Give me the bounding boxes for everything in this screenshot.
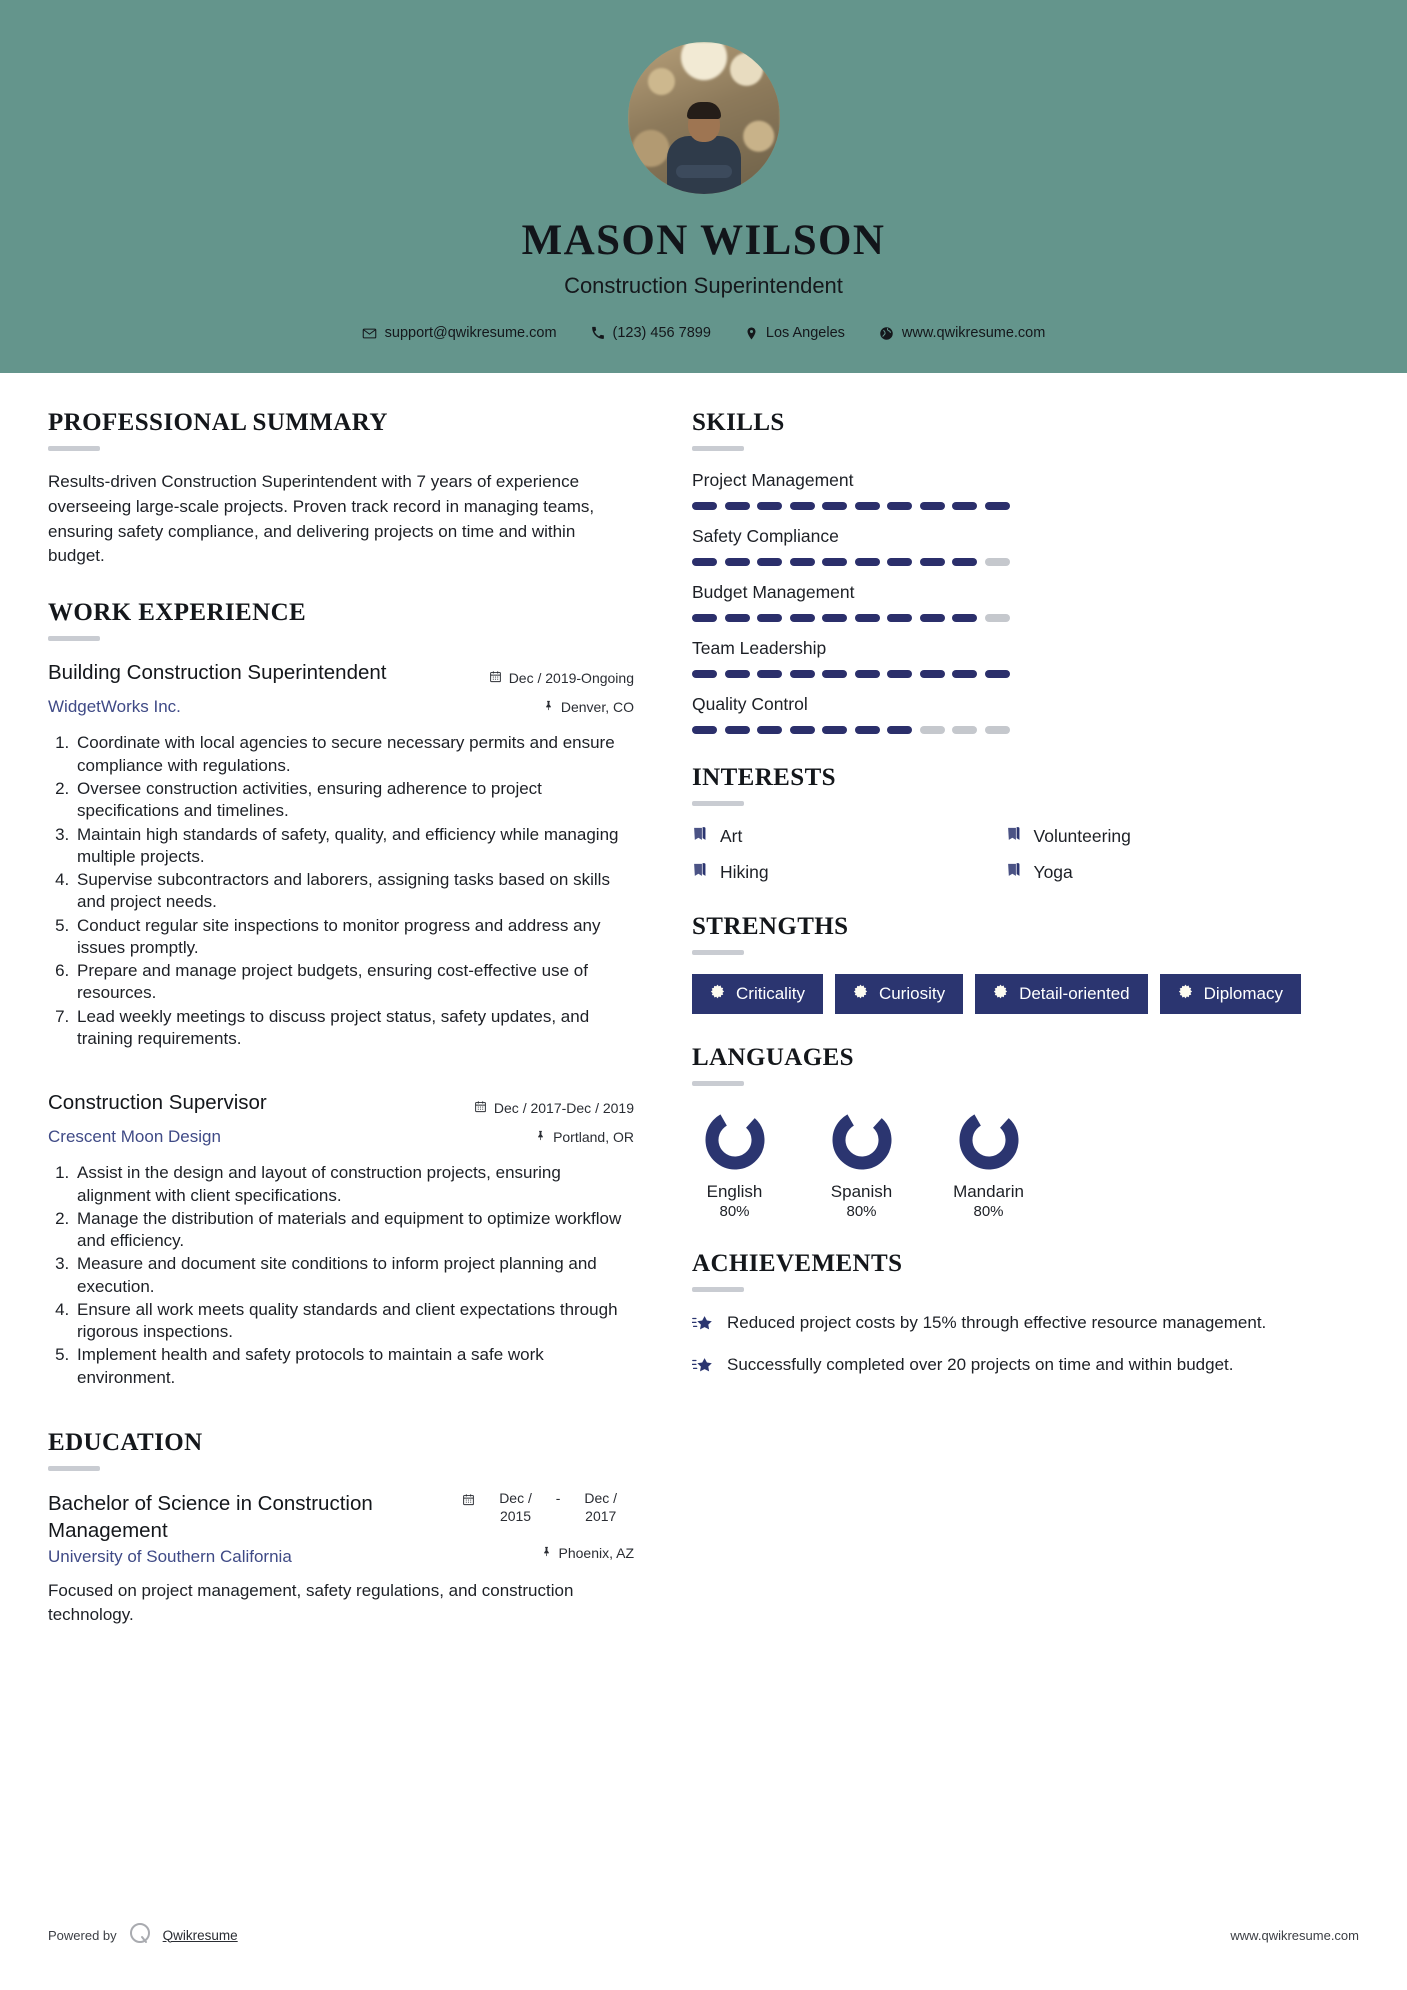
skill-segment	[985, 614, 1010, 622]
interest-item	[692, 825, 996, 847]
skill-segment	[725, 614, 750, 622]
skill-segment	[855, 670, 880, 678]
book-icon	[1006, 861, 1023, 883]
skill-segment	[920, 502, 945, 510]
education-date-start: Dec / 2015	[499, 1490, 532, 1524]
education-item-main	[48, 1490, 462, 1567]
skills-heading: SKILLS	[692, 409, 785, 436]
skill-segment	[725, 558, 750, 566]
strength-chip	[1160, 974, 1301, 1014]
skill-segment	[985, 726, 1010, 734]
work-location	[543, 694, 634, 721]
work-item	[48, 1090, 634, 1389]
summary-text: Results-driven Construction Superintendent with 7 years of experience overseeing large-scale projects. Proven track record in managing teams, ensuring safety compliance, and delivering projects on time and within budget.	[48, 472, 595, 566]
phone-icon	[591, 326, 605, 340]
interests-grid	[692, 825, 1309, 883]
contact-phone[interactable]	[574, 325, 728, 341]
skill-segment	[985, 670, 1010, 678]
work-location-text: Denver, CO	[560, 698, 634, 715]
skill-item	[692, 694, 1309, 734]
skill-item	[692, 582, 1309, 622]
contact-row	[0, 325, 1407, 341]
skill-rating	[692, 502, 1309, 510]
education-description: Focused on project management, safety regulations, and construction technology.	[48, 1581, 574, 1624]
work-duty: 1. Coordinate with local agencies to secure necessary permits and ensure compliance with regulations.	[74, 732, 634, 777]
book-icon	[692, 861, 709, 883]
work-heading: WORK EXPERIENCE	[48, 599, 307, 627]
footer-url: www.qwikresume.com	[1230, 1927, 1359, 1943]
section-languages	[692, 1044, 1309, 1220]
work-item	[48, 660, 634, 1050]
skill-segment	[692, 502, 717, 510]
work-role: Construction Supervisor	[48, 1091, 267, 1115]
language-percent: 80%	[846, 1203, 877, 1220]
skill-item	[692, 638, 1309, 678]
strength-label: Criticality	[736, 984, 805, 1003]
contact-website-text: www.qwikresume.com	[901, 325, 1046, 341]
skill-name: Team Leadership	[692, 638, 827, 658]
section-rule	[692, 1287, 744, 1292]
work-duty: 3. Measure and document site conditions to inform project planning and execution.	[74, 1253, 634, 1298]
achievement-text: Successfully completed over 20 projects on time and within budget.	[727, 1355, 1234, 1374]
skill-segment	[952, 558, 977, 566]
right-column	[664, 409, 1309, 1657]
language-name: Spanish	[830, 1182, 893, 1201]
skill-name: Project Management	[692, 470, 854, 490]
summary-heading: PROFESSIONAL SUMMARY	[48, 409, 388, 436]
education-dates	[462, 1490, 634, 1525]
strength-chip	[835, 974, 963, 1014]
map-pin-icon	[745, 326, 758, 341]
skill-segment	[757, 614, 782, 622]
burst-icon	[853, 984, 868, 1004]
work-dates-text: Dec / 2017-Dec / 2019	[493, 1100, 634, 1117]
language-ring	[958, 1158, 1020, 1175]
work-company: Crescent Moon Design	[48, 1127, 221, 1147]
left-column	[48, 409, 664, 1657]
language-percent: 80%	[973, 1203, 1004, 1220]
education-date-separator: -	[555, 1490, 561, 1506]
skill-segment	[822, 726, 847, 734]
burst-icon	[1178, 984, 1193, 1004]
skill-segment	[952, 502, 977, 510]
powered-by	[48, 1921, 238, 1950]
work-meta	[474, 1090, 634, 1122]
work-duty: 2. Manage the distribution of materials and equipment to optimize workflow and efficiency.	[74, 1208, 634, 1253]
education-item-head	[48, 1490, 634, 1567]
skill-rating	[692, 726, 1309, 734]
calendar-icon	[462, 1493, 475, 1509]
skill-segment	[725, 502, 750, 510]
education-school: University of Southern California	[48, 1547, 292, 1567]
skill-segment	[920, 614, 945, 622]
pin-icon	[543, 694, 554, 721]
burst-icon	[710, 984, 725, 1004]
skill-segment	[757, 502, 782, 510]
resume-header	[0, 0, 1407, 373]
contact-website[interactable]	[862, 325, 1062, 341]
skill-segment	[692, 670, 717, 678]
contact-phone-text: (123) 456 7899	[612, 325, 711, 341]
work-duty: 5. Conduct regular site inspections to monitor progress and address any issues promptly.	[74, 915, 634, 960]
skill-name: Budget Management	[692, 582, 855, 602]
work-duties-list	[48, 1162, 634, 1389]
strength-label: Detail-oriented	[1019, 984, 1130, 1003]
calendar-icon	[489, 665, 502, 692]
section-rule	[692, 1081, 744, 1086]
interest-label: Hiking	[720, 861, 769, 882]
skill-name: Safety Compliance	[692, 526, 839, 546]
work-company: WidgetWorks Inc.	[48, 697, 181, 717]
section-strengths	[692, 913, 1309, 1014]
calendar-icon	[474, 1095, 487, 1122]
skill-item	[692, 470, 1309, 510]
section-rule	[692, 950, 744, 955]
skill-segment	[822, 502, 847, 510]
education-location	[462, 1545, 634, 1561]
language-item	[819, 1109, 904, 1220]
work-location	[535, 1124, 634, 1151]
contact-email-text: support@qwikresume.com	[384, 325, 557, 341]
skill-segment	[855, 558, 880, 566]
section-rule	[48, 1466, 100, 1471]
skill-segment	[790, 558, 815, 566]
interest-label: Volunteering	[1033, 825, 1131, 846]
avatar-person	[667, 102, 741, 194]
interests-heading: INTERESTS	[692, 764, 836, 791]
skill-segment	[855, 614, 880, 622]
skill-segment	[757, 558, 782, 566]
work-item-sub	[48, 694, 634, 721]
section-rule	[692, 446, 744, 451]
skill-segment	[855, 502, 880, 510]
skill-segment	[725, 670, 750, 678]
languages-heading: LANGUAGES	[692, 1044, 854, 1071]
language-name: Mandarin	[953, 1182, 1024, 1201]
interest-item	[692, 861, 996, 883]
work-duty: 2. Oversee construction activities, ensuring adherence to project specifications and timelines.	[74, 778, 634, 823]
language-percent: 80%	[719, 1203, 750, 1220]
burst-icon	[993, 984, 1008, 1004]
star-icon	[692, 1311, 714, 1339]
interest-label: Yoga	[1033, 861, 1073, 882]
section-professional-summary	[48, 409, 634, 569]
section-skills	[692, 409, 1309, 734]
work-duty: 4. Supervise subcontractors and laborers, assigning tasks based on skills and project needs.	[74, 869, 634, 914]
achievements-heading: ACHIEVEMENTS	[692, 1250, 903, 1277]
skill-segment	[757, 726, 782, 734]
candidate-title: Construction Superintendent	[564, 273, 843, 298]
work-item-head	[48, 660, 634, 692]
skill-rating	[692, 558, 1309, 566]
book-icon	[1006, 825, 1023, 847]
contact-email[interactable]	[345, 325, 574, 341]
skill-segment	[887, 726, 912, 734]
strength-chip	[975, 974, 1148, 1014]
skill-segment	[790, 614, 815, 622]
work-duty: 7. Lead weekly meetings to discuss project status, safety updates, and training requirements.	[74, 1006, 634, 1051]
work-item-sub	[48, 1124, 634, 1151]
work-dates	[489, 665, 634, 692]
strength-label: Diplomacy	[1203, 984, 1283, 1003]
contact-location[interactable]	[728, 325, 862, 341]
skill-segment	[985, 502, 1010, 510]
achievement-item	[692, 1311, 1309, 1339]
strength-label: Curiosity	[878, 984, 946, 1003]
interest-label: Art	[720, 825, 743, 846]
section-rule	[692, 801, 744, 806]
skill-segment	[887, 502, 912, 510]
interest-item	[1006, 825, 1310, 847]
languages-grid	[692, 1105, 1309, 1220]
work-duty: 6. Prepare and manage project budgets, ensuring cost-effective use of resources.	[74, 960, 634, 1005]
language-item	[692, 1109, 777, 1220]
skill-segment	[952, 614, 977, 622]
section-rule	[48, 636, 100, 641]
q-logo-icon	[127, 1921, 153, 1950]
work-duties-list	[48, 732, 634, 1050]
skill-segment	[790, 726, 815, 734]
skill-segment	[887, 670, 912, 678]
section-rule	[48, 446, 100, 451]
education-degree: Bachelor of Science in Construction Management	[48, 1492, 373, 1543]
book-icon	[692, 825, 709, 847]
skill-rating	[692, 670, 1309, 678]
skill-segment	[692, 558, 717, 566]
section-interests	[692, 764, 1309, 883]
work-location-text: Portland, OR	[553, 1128, 634, 1145]
skill-segment	[952, 726, 977, 734]
skill-segment	[757, 670, 782, 678]
powered-by-label: Powered by	[48, 1927, 117, 1943]
skill-segment	[822, 670, 847, 678]
globe-icon	[879, 326, 894, 341]
education-date-end: Dec / 2017	[584, 1490, 618, 1524]
skill-segment	[887, 614, 912, 622]
skill-segment	[920, 558, 945, 566]
section-work-experience	[48, 599, 634, 1389]
qwikresume-link[interactable]: Qwikresume	[162, 1927, 238, 1943]
pin-icon	[535, 1124, 546, 1151]
resume-footer	[0, 1880, 1407, 1990]
skill-item	[692, 526, 1309, 566]
star-icon	[692, 1353, 714, 1381]
section-education	[48, 1429, 634, 1627]
education-meta	[462, 1490, 634, 1561]
strength-chip	[692, 974, 823, 1014]
skill-segment	[822, 558, 847, 566]
work-item-head	[48, 1090, 634, 1122]
contact-location-text: Los Angeles	[765, 325, 845, 341]
skill-segment	[692, 614, 717, 622]
education-location-text: Phoenix, AZ	[558, 1545, 634, 1561]
strengths-grid	[692, 974, 1309, 1014]
spacer	[48, 1058, 634, 1090]
skill-segment	[920, 726, 945, 734]
skill-segment	[887, 558, 912, 566]
work-duty: 1. Assist in the design and layout of construction projects, ensuring alignment with client specifications.	[74, 1162, 634, 1207]
achievement-text: Reduced project costs by 15% through effective resource management.	[727, 1313, 1267, 1332]
envelope-icon	[362, 326, 377, 341]
work-role: Building Construction Superintendent	[48, 661, 387, 685]
language-item	[946, 1109, 1031, 1220]
language-ring	[704, 1158, 766, 1175]
skill-segment	[725, 726, 750, 734]
skill-segment	[692, 726, 717, 734]
language-ring	[831, 1158, 893, 1175]
skill-segment	[985, 558, 1010, 566]
candidate-name: MASON WILSON	[521, 217, 886, 264]
avatar	[628, 42, 780, 194]
avatar-hair	[687, 102, 721, 119]
skill-segment	[920, 670, 945, 678]
work-duty: 3. Maintain high standards of safety, quality, and efficiency while managing multiple projects.	[74, 824, 634, 869]
work-dates	[474, 1095, 634, 1122]
pin-icon	[541, 1545, 552, 1561]
interest-item	[1006, 861, 1310, 883]
skill-name: Quality Control	[692, 694, 808, 714]
avatar-arm	[676, 165, 732, 178]
skill-segment	[790, 670, 815, 678]
skill-segment	[952, 670, 977, 678]
achievement-item	[692, 1353, 1309, 1381]
work-dates-text: Dec / 2019-Ongoing	[508, 670, 634, 687]
skill-segment	[822, 614, 847, 622]
strengths-heading: STRENGTHS	[692, 913, 849, 940]
section-achievements	[692, 1250, 1309, 1381]
language-name: English	[706, 1182, 763, 1201]
skill-segment	[855, 726, 880, 734]
skill-rating	[692, 614, 1309, 622]
education-heading: EDUCATION	[48, 1429, 203, 1456]
resume-body	[0, 373, 1407, 1657]
work-meta	[489, 660, 634, 692]
work-duty: 5. Implement health and safety protocols to maintain a safe work environment.	[74, 1344, 634, 1389]
skill-segment	[790, 502, 815, 510]
work-duty: 4. Ensure all work meets quality standards and client expectations through rigorous inspections.	[74, 1299, 634, 1344]
